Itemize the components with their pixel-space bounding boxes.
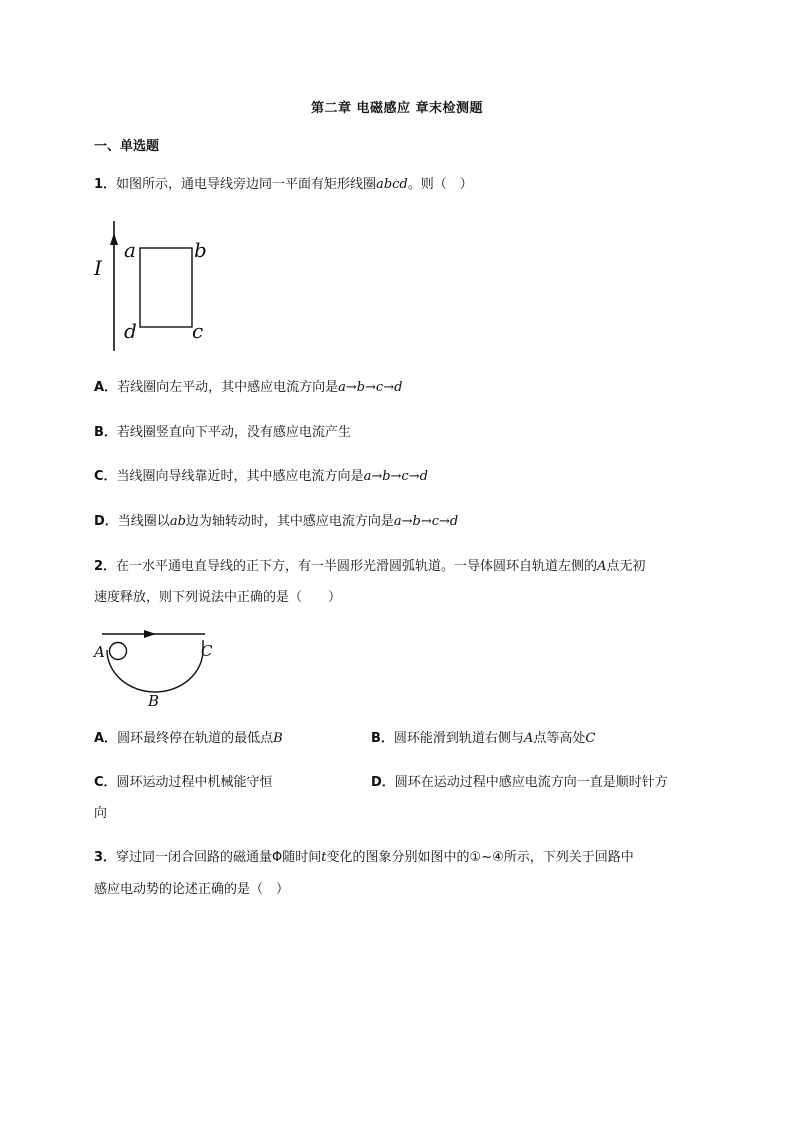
question-2-stem-line-2: 速度释放，则下列说法中正确的是（ ） [94, 590, 342, 605]
question-1-option-d[interactable]: D．当线圈以ab边为轴转动时，其中感应电流方向是a→b→c→d [94, 514, 459, 529]
question-2-option-b[interactable]: B．圆环能滑到轨道右侧与A点等高处C [371, 731, 596, 746]
rectangular-coil [140, 248, 192, 327]
corner-label-c: c [192, 319, 204, 343]
question-2-option-c[interactable]: C．圆环运动过程中机械能守恒 [94, 775, 273, 790]
point-label-a: A [94, 643, 105, 661]
question-2-stem-line-1: 2．在一水平通电直导线的正下方，有一半圆形光滑圆弧轨道。一导体圆环自轨道左侧的A点无初 [94, 559, 646, 574]
question-2-figure [90, 625, 220, 710]
question-1-stem: 1．如图所示，通电导线旁边同一平面有矩形线圈abcd。则（ ） [94, 177, 473, 192]
conducting-ring [110, 643, 127, 660]
question-1-number: 1． [94, 177, 117, 192]
question-2-option-d-wrap: 向 [94, 806, 108, 821]
section-heading: 一、单选题 [94, 139, 160, 154]
point-label-b: B [148, 692, 160, 710]
question-3-number: 3． [94, 850, 117, 865]
corner-label-b: b [194, 238, 207, 262]
question-3-stem-line-1: 3．穿过同一闭合回路的磁通量Φ随时间t变化的图象分别如图中的①~④所示，下列关于回路中 [94, 850, 634, 865]
point-label-c: C [201, 642, 213, 660]
question-2-option-d[interactable]: D．圆环在运动过程中感应电流方向一直是顺时针方 [371, 775, 668, 790]
question-1-option-c[interactable]: C．当线圈向导线靠近时，其中感应电流方向是a→b→c→d [94, 469, 428, 484]
semicircular-track [107, 650, 203, 692]
question-1-option-b[interactable]: B．若线圈竖直向下平动，没有感应电流产生 [94, 425, 351, 440]
question-1-figure [90, 215, 220, 355]
question-3-stem-line-2: 感应电动势的论述正确的是（ ） [94, 882, 290, 897]
question-1-option-a[interactable]: A．若线圈向左平动，其中感应电流方向是a→b→c→d [94, 380, 403, 395]
question-2-option-a[interactable]: A．圆环最终停在轨道的最低点B [94, 731, 283, 746]
current-arrow-icon [110, 233, 118, 245]
current-arrow-icon [144, 630, 156, 638]
question-2-number: 2． [94, 559, 117, 574]
corner-label-a: a [124, 238, 136, 262]
corner-label-d: d [124, 319, 137, 343]
page-title: 第二章 电磁感应 章末检测题 [310, 101, 484, 116]
current-label: I [94, 256, 102, 280]
